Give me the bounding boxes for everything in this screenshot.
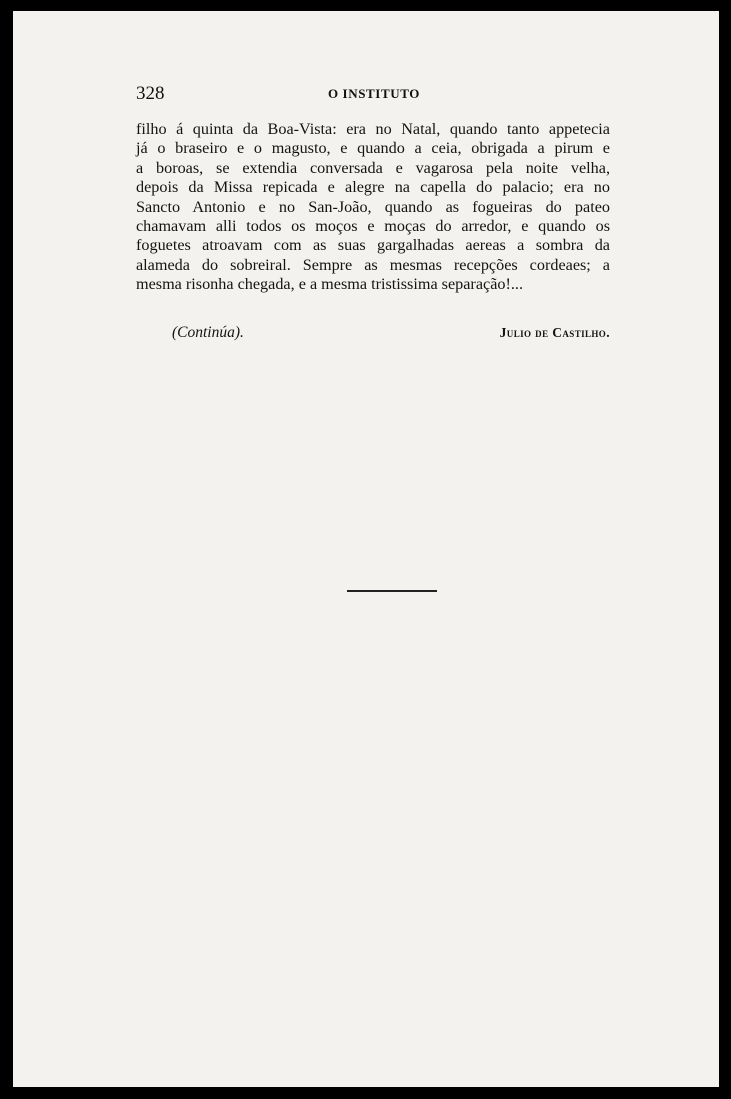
text-line: chamavam alli todos os moços e moças do arredor, e quando os — [136, 217, 610, 236]
text-line: filho á quinta da Boa-Vista: era no Natal, quando tanto appetecia — [136, 120, 610, 138]
text-line: a boroas, se extendia conversada e vagarosa pela noite velha, — [136, 158, 610, 177]
text-line: depois da Missa repicada e alegre na capella do palacio; era no — [136, 178, 610, 197]
article-footer — [136, 322, 610, 346]
continued-note: (Continúa). — [172, 324, 244, 341]
text-line: já o braseiro e o magusto, e quando a ceia, obrigada a pirum e — [136, 139, 610, 158]
text-line: alameda do sobreiral. Sempre as mesmas recepções cordeaes; a — [136, 255, 610, 274]
page-header — [136, 83, 596, 105]
text-line: foguetes atroavam com as suas gargalhadas aereas a sombra da — [136, 236, 610, 255]
section-divider — [347, 590, 437, 592]
body-paragraph — [136, 120, 610, 295]
text-line: Sancto Antonio e no San-João, quando as fogueiras do pateo — [136, 197, 610, 216]
page-number: 328 — [136, 83, 165, 104]
running-title: O INSTITUTO — [328, 86, 420, 101]
author-signature: Julio de Castilho. — [499, 325, 610, 340]
text-line: mesma risonha chegada, e a mesma tristissima separação!... — [136, 275, 524, 294]
